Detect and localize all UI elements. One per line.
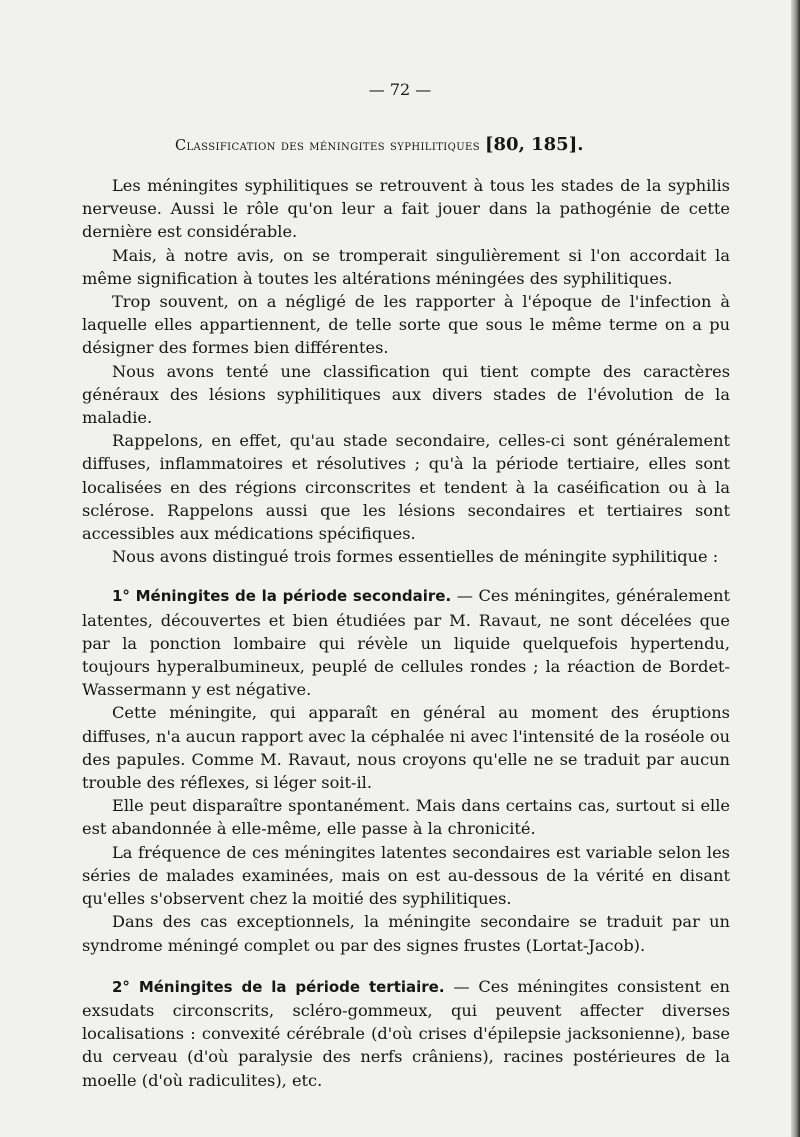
tertiary-heading: 2° Méningites de la période tertiaire. xyxy=(112,977,445,996)
section-reference: [80, 185]. xyxy=(485,134,584,155)
body-text xyxy=(82,174,730,1092)
secondary-intro: — Ces méningites, généralement latentes, découvertes et bien étudiées par M. Ravaut, ne sont décelées que par la ponction lombaire qui révèle un liquide quelquefois hypertendu, toujours hyperalbumineux, peuplé de cellules rondes ; la réaction de Bordet-Wassermann y est négative. xyxy=(82,586,730,700)
section-title: Classification des méningites syphilitiques xyxy=(175,138,480,154)
paragraph: Elle peut disparaître spontanément. Mais dans certains cas, surtout si elle est abandonnée à elle-même, elle passe à la chronicité. xyxy=(82,796,730,839)
secondary-section-paragraph xyxy=(82,584,730,701)
secondary-heading: 1° Méningites de la période secondaire. xyxy=(112,587,452,606)
paragraph: La fréquence de ces méningites latentes secondaires est variable selon les séries de malades examinées, mais on est au-dessous de la vérité en disant qu'elles s'observent chez la moitié des syphilitiques. xyxy=(82,842,730,909)
paragraph: Cette méningite, qui apparaît en général au moment des éruptions diffuses, n'a aucun rapport avec la céphalée ni avec l'intensité de la roséole ou des papules. Comme M. Ravaut, nous croyons qu'elle ne se traduit par aucun trouble des réflexes, si léger soit-il. xyxy=(82,703,730,793)
paragraph: Mais, à notre avis, on se tromperait singulièrement si l'on accordait la même signification à toutes les altérations méningées des syphilitiques. xyxy=(82,245,730,288)
page-edge-shadow xyxy=(791,0,800,1137)
page-number: — 72 — xyxy=(368,80,432,99)
paragraph: Nous avons tenté une classification qui tient compte des caractères généraux des lésions syphilitiques aux divers stades de l'évolution de la maladie. xyxy=(82,361,730,428)
tertiary-intro: — Ces méningites consistent en exsudats circonscrits, scléro-gommeux, qui peuvent affecter diverses localisations : convexité cérébrale (d'où crises d'épilepsie jacksonienne), base du cerveau (d'où paralysie des nerfs crâniens), racines postérieures de la moelle (d'où radiculites), etc. xyxy=(82,976,730,1090)
paragraph: Rappelons, en effet, qu'au stade secondaire, celles-ci sont généralement diffuses, inflammatoires et résolutives ; qu'à la période tertiaire, elles sont localisées en des régions circonscrites et tendent à la caséification ou à la sclérose. Rappelons aussi que les lésions secondaires et tertiaires sont accessibles aux médications spécifiques. xyxy=(82,431,730,544)
section-heading xyxy=(175,134,675,155)
paragraph: Trop souvent, on a négligé de les rapporter à l'époque de l'infection à laquelle elles appartiennent, de telle sorte que sous le même terme on a pu désigner des formes bien différentes. xyxy=(82,292,730,358)
tertiary-section-paragraph xyxy=(82,975,730,1092)
paragraph: Dans des cas exceptionnels, la méningite secondaire se traduit par un syndrome méningé complet ou par des signes frustes (Lortat-Jacob). xyxy=(82,912,730,955)
paragraph: Les méningites syphilitiques se retrouvent à tous les stades de la syphilis nerveuse. Aussi le rôle qu'on leur a fait jouer dans la pathogénie de cette dernière est considérable. xyxy=(82,176,730,242)
paragraph: Nous avons distingué trois formes essentielles de méningite syphilitique : xyxy=(112,547,719,567)
